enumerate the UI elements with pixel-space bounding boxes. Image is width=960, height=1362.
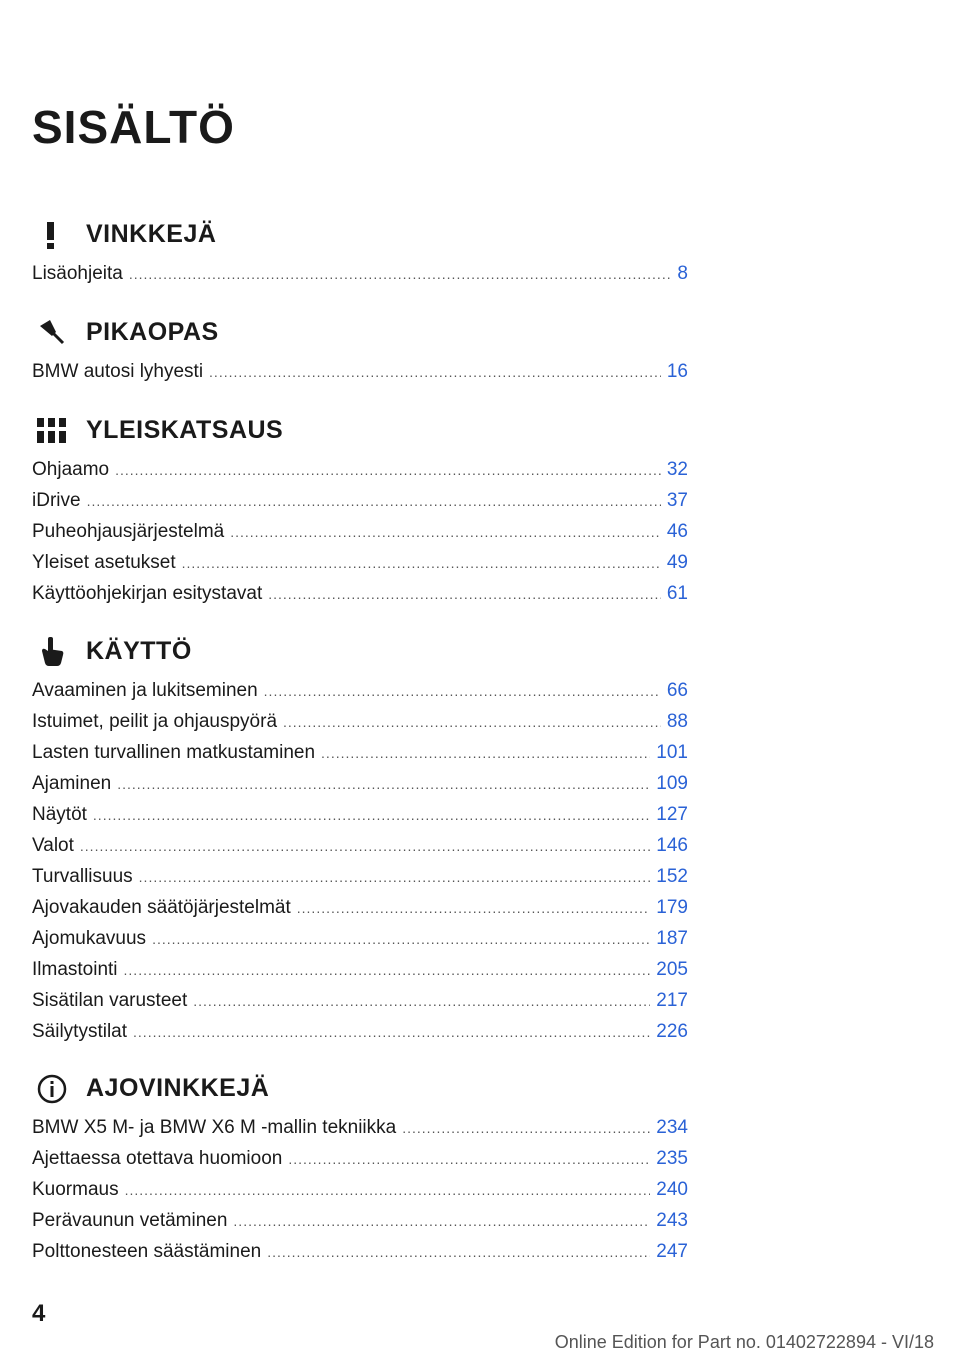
toc-entry[interactable] (32, 923, 688, 954)
toc-label: Yleiset asetukset (32, 552, 176, 573)
toc-page-number: 49 (666, 552, 688, 573)
toc-label: BMW autosi lyhyesti (32, 361, 204, 382)
leader-dots (139, 862, 651, 893)
toc-page-number: 187 (656, 928, 688, 949)
toc-entry[interactable] (32, 1143, 688, 1174)
exclamation-icon (32, 214, 72, 254)
toc-page-number: 61 (666, 583, 688, 604)
section-title: VINKKEJÄ (86, 219, 217, 248)
section-kaytto (32, 631, 688, 1047)
leader-dots (209, 357, 661, 388)
toc-label: Ajettaessa otettava huomioon (32, 1148, 283, 1169)
toc-entry[interactable] (32, 985, 688, 1016)
toc-entry[interactable] (32, 892, 688, 923)
toc-entry[interactable] (32, 1236, 688, 1267)
toc-entry[interactable] (32, 799, 688, 830)
toc-label: BMW X5 M- ja BMW X6 M -mallin tekniikka (32, 1117, 397, 1138)
toc-page-number: 101 (656, 742, 688, 763)
toc-entry[interactable] (32, 706, 688, 737)
leader-dots (230, 517, 661, 548)
footer-edition-text: Online Edition for Part no. 01402722894 - VI/18 (554, 1332, 934, 1352)
leader-dots (233, 1206, 650, 1237)
toc-label: Sisätilan varusteet (32, 990, 188, 1011)
toc-label: Säilytystilat (32, 1021, 128, 1042)
section-pikaopas (32, 312, 688, 387)
toc-entry[interactable] (32, 830, 688, 861)
section-title: PIKAOPAS (86, 317, 219, 346)
leader-dots (321, 738, 650, 769)
toc-page-number: 66 (666, 680, 688, 701)
leader-dots (402, 1113, 650, 1144)
grid-icon (32, 410, 72, 450)
section-header (32, 312, 688, 352)
toc-page-number: 234 (656, 1117, 688, 1138)
hand-pointer-icon (32, 631, 72, 671)
toc-label: Turvallisuus (32, 866, 133, 887)
toc-page-number: 32 (666, 459, 688, 480)
leader-dots (117, 769, 650, 800)
leader-dots (152, 924, 650, 955)
toc-page-number: 235 (656, 1148, 688, 1169)
toc-entry[interactable] (32, 356, 688, 387)
leader-dots (288, 1144, 650, 1175)
toc-label: Valot (32, 835, 74, 856)
pin-icon (32, 312, 72, 352)
toc-entry[interactable] (32, 861, 688, 892)
page-title: SISÄLTÖ (32, 101, 235, 153)
leader-dots (133, 1017, 650, 1048)
toc-label: iDrive (32, 490, 81, 511)
toc-label: Ajaminen (32, 773, 112, 794)
toc-label: Ilmastointi (32, 959, 118, 980)
leader-dots (93, 800, 650, 831)
toc-label: Istuimet, peilit ja ohjauspyörä (32, 711, 278, 732)
toc-entry[interactable] (32, 454, 688, 485)
toc-label: Näytöt (32, 804, 87, 825)
toc-page-number: 243 (656, 1210, 688, 1231)
toc-label: Ajomukavuus (32, 928, 147, 949)
toc-page-number: 37 (666, 490, 688, 511)
toc-page-number: 217 (656, 990, 688, 1011)
toc-entry[interactable] (32, 954, 688, 985)
toc-label: Ajovakauden säätöjärjestelmät (32, 897, 291, 918)
leader-dots (129, 259, 672, 290)
toc-entry[interactable] (32, 578, 688, 609)
leader-dots (80, 831, 650, 862)
leader-dots (124, 955, 651, 986)
toc-label: Polttonesteen säästäminen (32, 1241, 262, 1262)
section-header (32, 1068, 688, 1108)
toc-page-number: 16 (666, 361, 688, 382)
toc-entry[interactable] (32, 768, 688, 799)
section-ajovinkkeja (32, 1068, 688, 1267)
section-title: AJOVINKKEJÄ (86, 1073, 270, 1102)
toc-label: Kuormaus (32, 1179, 119, 1200)
toc-entry[interactable] (32, 258, 688, 289)
leader-dots (125, 1175, 651, 1206)
leader-dots (87, 486, 661, 517)
leader-dots (268, 579, 661, 610)
toc-entry[interactable] (32, 485, 688, 516)
toc-entry[interactable] (32, 1205, 688, 1236)
toc-entry[interactable] (32, 1174, 688, 1205)
leader-dots (193, 986, 650, 1017)
toc-page-number: 179 (656, 897, 688, 918)
leader-dots (267, 1237, 650, 1268)
section-header (32, 410, 688, 450)
toc-entry[interactable] (32, 1016, 688, 1047)
toc-entry[interactable] (32, 547, 688, 578)
toc-page-number: 247 (656, 1241, 688, 1262)
toc-page-number: 46 (666, 521, 688, 542)
toc-page-number: 240 (656, 1179, 688, 1200)
toc-page-number: 8 (677, 263, 688, 284)
section-header (32, 631, 688, 671)
toc-entry[interactable] (32, 516, 688, 547)
section-vinkkeja (32, 214, 688, 289)
section-title: YLEISKATSAUS (86, 415, 284, 444)
toc-label: Puheohjausjärjestelmä (32, 521, 225, 542)
toc-label: Avaaminen ja lukitseminen (32, 680, 258, 701)
section-title: KÄYTTÖ (86, 636, 192, 665)
toc-page-number: 146 (656, 835, 688, 856)
toc-entry[interactable] (32, 737, 688, 768)
leader-dots (283, 707, 661, 738)
toc-page-number: 205 (656, 959, 688, 980)
page-number: 4 (32, 1300, 46, 1327)
toc-label: Lasten turvallinen matkustaminen (32, 742, 316, 763)
toc-page-number: 88 (666, 711, 688, 732)
toc-label: Perävaunun vetäminen (32, 1210, 228, 1231)
toc-entry[interactable] (32, 675, 688, 706)
section-header (32, 214, 688, 254)
leader-dots (297, 893, 651, 924)
toc-label: Ohjaamo (32, 459, 110, 480)
toc-label: Lisäohjeita (32, 263, 123, 284)
toc-label: Käyttöohjekirjan esitystavat (32, 583, 263, 604)
toc-entry[interactable] (32, 1112, 688, 1143)
toc-page-number: 109 (656, 773, 688, 794)
leader-dots (182, 548, 661, 579)
info-circle-icon (32, 1068, 72, 1108)
toc-page-number: 127 (656, 804, 688, 825)
toc-page-number: 152 (656, 866, 688, 887)
leader-dots (264, 676, 661, 707)
section-yleiskatsaus (32, 410, 688, 609)
leader-dots (115, 455, 661, 486)
toc-page-number: 226 (656, 1021, 688, 1042)
